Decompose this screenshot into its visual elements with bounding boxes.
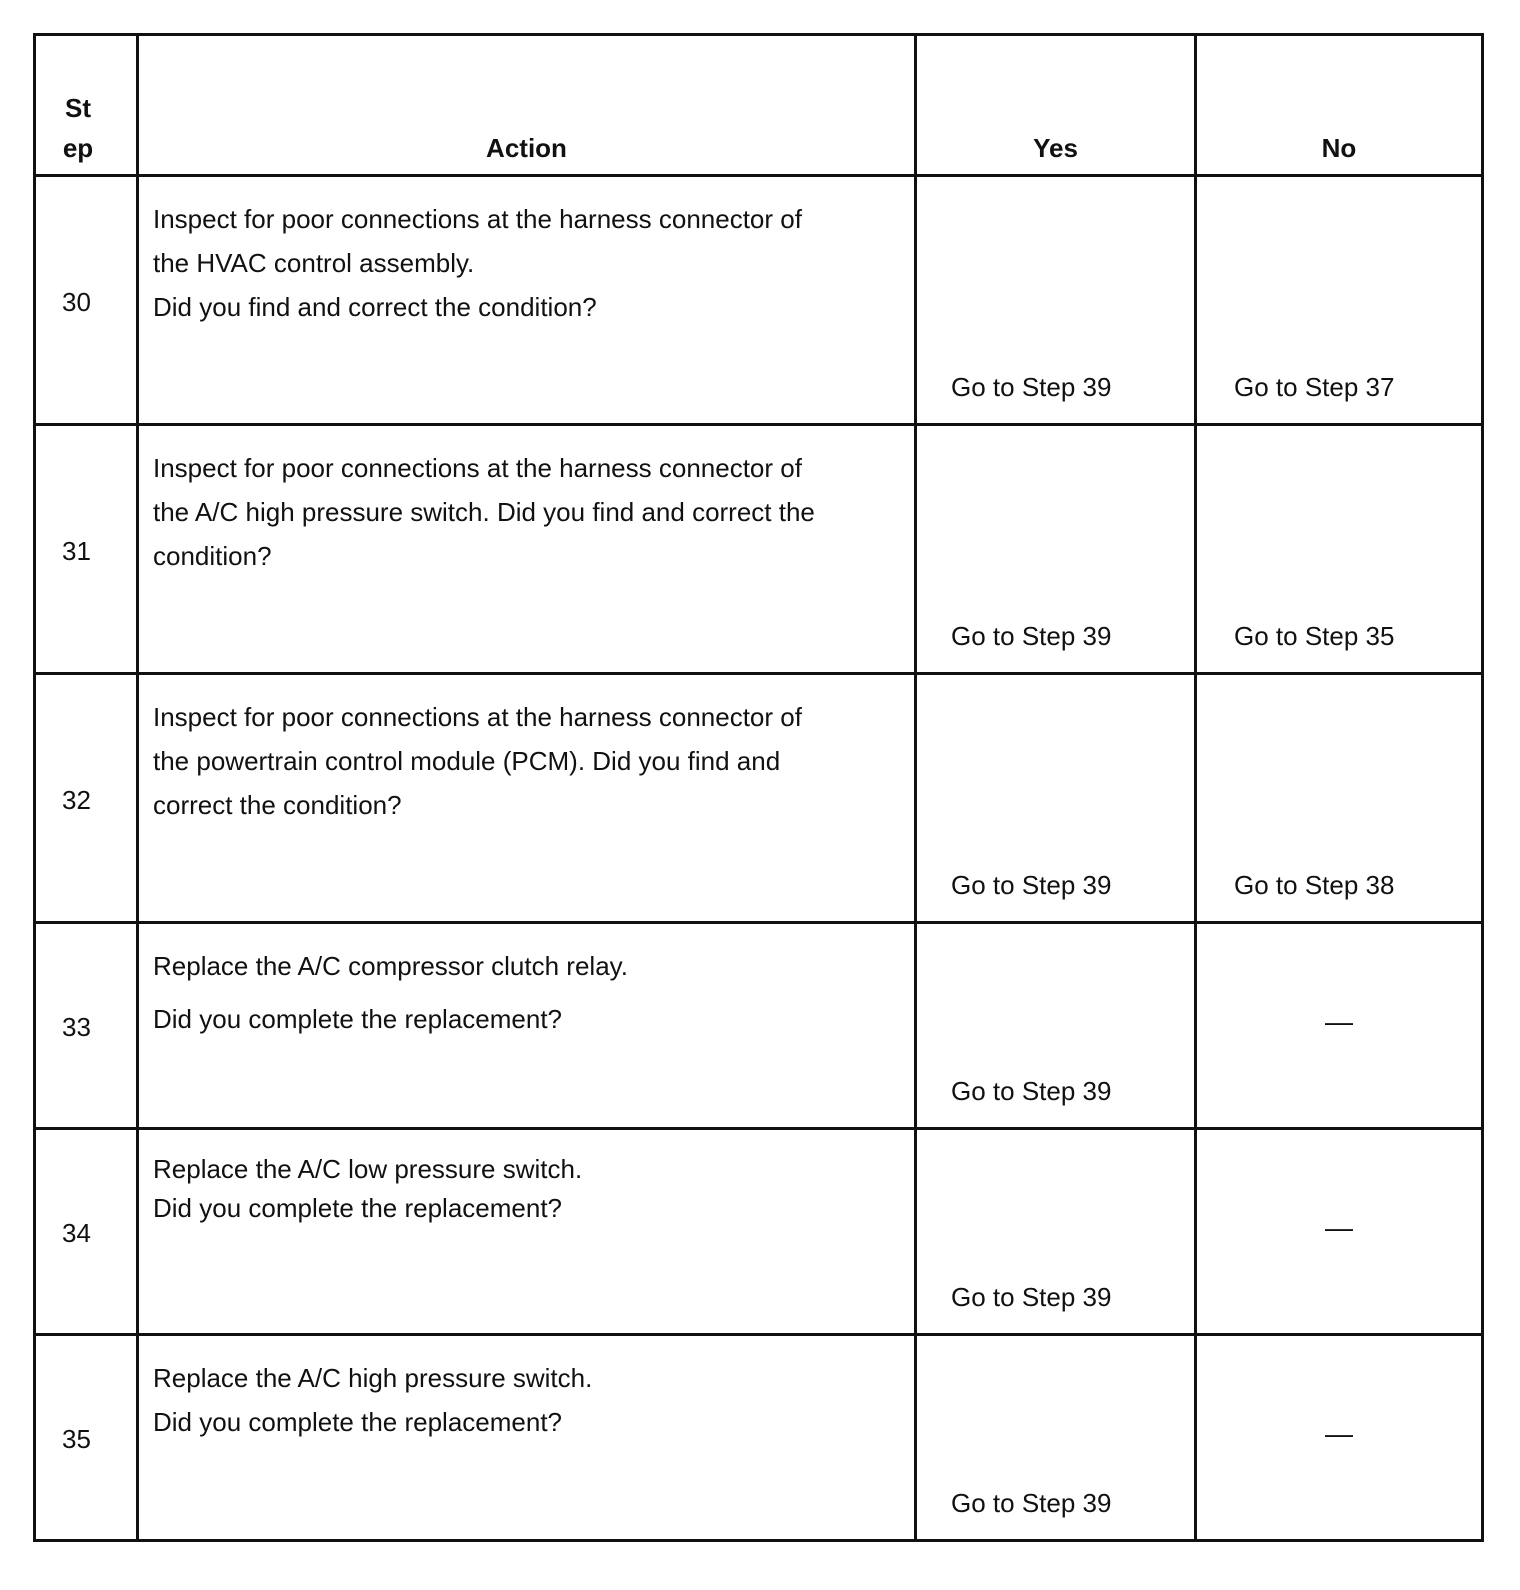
yes-text: Go to Step 39 <box>951 1488 1112 1518</box>
header-action <box>138 35 916 176</box>
table-row <box>35 923 1483 1129</box>
no-cell <box>1196 674 1483 923</box>
action-text: Inspect for poor connections at the harness connector of the powertrain control module (PCM). Did you find and correct the condition? <box>153 702 802 820</box>
header-no <box>1196 35 1483 176</box>
header-yes <box>916 35 1196 176</box>
step-number: 30 <box>62 287 91 317</box>
yes-cell <box>916 1129 1196 1335</box>
header-action-label: Action <box>486 133 567 163</box>
action-text: Replace the A/C high pressure switch. Did you complete the replacement? <box>153 1363 593 1437</box>
action-cell <box>138 1335 916 1541</box>
no-dash: — <box>1325 1418 1353 1449</box>
step-number: 35 <box>62 1424 91 1454</box>
no-cell <box>1196 1335 1483 1541</box>
table-row <box>35 425 1483 674</box>
yes-text: Go to Step 39 <box>951 621 1112 651</box>
table-row <box>35 176 1483 425</box>
step-cell <box>35 923 138 1129</box>
no-text: Go to Step 35 <box>1234 621 1395 651</box>
step-number: 31 <box>62 536 91 566</box>
action-text: Inspect for poor connections at the harness connector of the HVAC control assembly. Did you find and correct the condition? <box>153 204 802 322</box>
yes-cell <box>916 1335 1196 1541</box>
step-number: 33 <box>62 1012 91 1042</box>
header-step <box>35 35 138 176</box>
action-text: Replace the A/C low pressure switch. Did you complete the replacement? <box>153 1154 583 1223</box>
no-cell <box>1196 176 1483 425</box>
action-cell <box>138 425 916 674</box>
action-cell <box>138 923 916 1129</box>
no-cell <box>1196 425 1483 674</box>
action-cell <box>138 176 916 425</box>
no-cell <box>1196 923 1483 1129</box>
step-cell <box>35 176 138 425</box>
action-cell <box>138 1129 916 1335</box>
no-text: Go to Step 38 <box>1234 870 1395 900</box>
yes-cell <box>916 425 1196 674</box>
action-text: Replace the A/C compressor clutch relay. Did you complete the replacement? <box>153 951 628 1034</box>
table-row <box>35 1335 1483 1541</box>
diagnostic-steps-table <box>33 33 1484 1542</box>
step-cell <box>35 425 138 674</box>
step-cell <box>35 1129 138 1335</box>
no-dash: — <box>1325 1212 1353 1243</box>
table-header-row <box>35 35 1483 176</box>
yes-text: Go to Step 39 <box>951 1282 1112 1312</box>
step-number: 34 <box>62 1218 91 1248</box>
step-number: 32 <box>62 785 91 815</box>
step-cell <box>35 674 138 923</box>
yes-cell <box>916 674 1196 923</box>
yes-cell <box>916 176 1196 425</box>
no-cell <box>1196 1129 1483 1335</box>
no-text: Go to Step 37 <box>1234 372 1395 402</box>
yes-text: Go to Step 39 <box>951 372 1112 402</box>
step-cell <box>35 1335 138 1541</box>
header-no-label: No <box>1321 133 1357 163</box>
table-row <box>35 1129 1483 1335</box>
table-row <box>35 674 1483 923</box>
header-yes-label: Yes <box>1033 133 1078 163</box>
no-dash: — <box>1325 1006 1353 1037</box>
header-step-line2: ep <box>62 133 94 163</box>
action-cell <box>138 674 916 923</box>
yes-cell <box>916 923 1196 1129</box>
header-step-line1: St <box>65 93 91 123</box>
yes-text: Go to Step 39 <box>951 870 1112 900</box>
action-text: Inspect for poor connections at the harness connector of the A/C high pressure switch. Did you find and correct the condition? <box>153 453 815 571</box>
yes-text: Go to Step 39 <box>951 1076 1112 1106</box>
